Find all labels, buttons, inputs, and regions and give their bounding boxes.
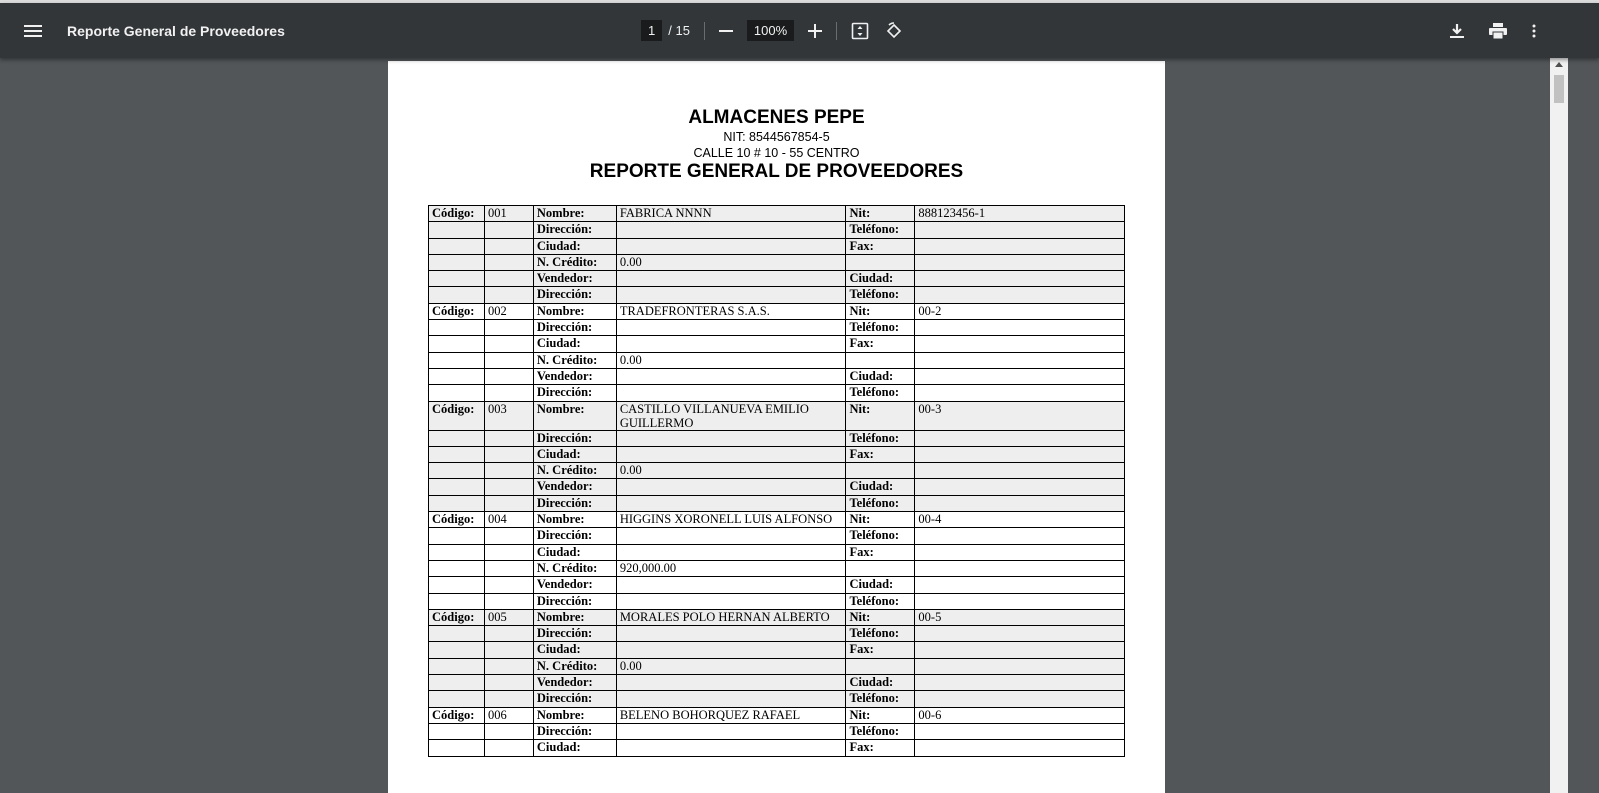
- supplier-row: [429, 303, 1125, 319]
- empty-cell: [484, 336, 533, 352]
- field-label: Nombre:: [533, 303, 616, 319]
- empty-cell: [616, 238, 846, 254]
- supplier-detail-row: [429, 463, 1125, 479]
- empty-cell: [429, 287, 485, 303]
- rotate-icon[interactable]: [885, 22, 903, 40]
- document-title: Reporte General de Proveedores: [67, 22, 285, 39]
- field-value: 002: [484, 303, 533, 319]
- empty-cell: [484, 368, 533, 384]
- supplier-detail-row: [429, 691, 1125, 707]
- field-value: 001: [484, 206, 533, 222]
- field-label: Dirección:: [533, 593, 616, 609]
- field-label: Teléfono:: [846, 385, 915, 401]
- field-label: Ciudad:: [533, 740, 616, 756]
- company-address: CALLE 10 # 10 - 55 CENTRO: [693, 146, 860, 160]
- field-label: Vendedor:: [533, 675, 616, 691]
- empty-cell: [484, 385, 533, 401]
- empty-cell: [915, 642, 1125, 658]
- supplier-detail-row: [429, 336, 1125, 352]
- empty-cell: [616, 446, 846, 462]
- supplier-detail-row: [429, 254, 1125, 270]
- field-label: Dirección:: [533, 287, 616, 303]
- empty-cell: [616, 320, 846, 336]
- empty-cell: [484, 254, 533, 270]
- empty-cell: [915, 287, 1125, 303]
- empty-cell: [429, 238, 485, 254]
- supplier-detail-row: [429, 528, 1125, 544]
- supplier-row: [429, 401, 1125, 430]
- empty-cell: [915, 352, 1125, 368]
- empty-cell: [429, 430, 485, 446]
- field-label: N. Crédito:: [533, 560, 616, 576]
- empty-cell: [429, 740, 485, 756]
- field-label: Fax:: [846, 446, 915, 462]
- field-label: Ciudad:: [533, 336, 616, 352]
- empty-cell: [616, 336, 846, 352]
- field-value: CASTILLO VILLANUEVA EMILIO GUILLERMO: [616, 401, 846, 430]
- supplier-detail-row: [429, 479, 1125, 495]
- field-label: Teléfono:: [846, 320, 915, 336]
- field-label: Teléfono:: [846, 626, 915, 642]
- field-label: Código:: [429, 609, 485, 625]
- print-icon[interactable]: [1489, 23, 1507, 39]
- field-label: Código:: [429, 707, 485, 723]
- field-label: Teléfono:: [846, 430, 915, 446]
- field-label: Teléfono:: [846, 287, 915, 303]
- empty-cell: [484, 430, 533, 446]
- field-label: Ciudad:: [846, 479, 915, 495]
- field-label: Ciudad:: [533, 446, 616, 462]
- field-value: 00-5: [915, 609, 1125, 625]
- supplier-detail-row: [429, 368, 1125, 384]
- empty-cell: [429, 271, 485, 287]
- field-label: Ciudad:: [846, 675, 915, 691]
- supplier-detail-row: [429, 740, 1125, 756]
- supplier-detail-row: [429, 593, 1125, 609]
- empty-cell: [484, 238, 533, 254]
- field-value: TRADEFRONTERAS S.A.S.: [616, 303, 846, 319]
- supplier-detail-row: [429, 658, 1125, 674]
- field-label: Nombre:: [533, 609, 616, 625]
- field-label: Dirección:: [533, 222, 616, 238]
- field-label: Fax:: [846, 740, 915, 756]
- empty-cell: [915, 528, 1125, 544]
- empty-cell: [484, 642, 533, 658]
- empty-cell: [429, 626, 485, 642]
- zoom-out-icon[interactable]: [719, 24, 733, 38]
- field-value: 00-2: [915, 303, 1125, 319]
- empty-cell: [915, 271, 1125, 287]
- supplier-detail-row: [429, 544, 1125, 560]
- field-value: MORALES POLO HERNAN ALBERTO: [616, 609, 846, 625]
- page-number-input[interactable]: 1: [641, 20, 662, 41]
- empty-cell: [484, 479, 533, 495]
- field-label: Dirección:: [533, 626, 616, 642]
- supplier-detail-row: [429, 446, 1125, 462]
- field-label: Ciudad:: [846, 577, 915, 593]
- empty-cell: [484, 658, 533, 674]
- empty-cell: [616, 723, 846, 739]
- empty-cell: [846, 463, 915, 479]
- supplier-detail-row: [429, 238, 1125, 254]
- empty-cell: [915, 495, 1125, 511]
- empty-cell: [915, 593, 1125, 609]
- empty-cell: [915, 336, 1125, 352]
- empty-cell: [429, 560, 485, 576]
- supplier-detail-row: [429, 675, 1125, 691]
- field-label: Nit:: [846, 707, 915, 723]
- empty-cell: [429, 368, 485, 384]
- empty-cell: [429, 479, 485, 495]
- field-label: N. Crédito:: [533, 658, 616, 674]
- field-label: Ciudad:: [533, 544, 616, 560]
- empty-cell: [616, 479, 846, 495]
- supplier-detail-row: [429, 626, 1125, 642]
- field-label: Código:: [429, 401, 485, 430]
- field-label: Nombre:: [533, 206, 616, 222]
- empty-cell: [616, 577, 846, 593]
- supplier-row: [429, 512, 1125, 528]
- empty-cell: [846, 560, 915, 576]
- field-label: Vendedor:: [533, 479, 616, 495]
- empty-cell: [616, 271, 846, 287]
- field-label: Código:: [429, 512, 485, 528]
- field-value: 888123456-1: [915, 206, 1125, 222]
- empty-cell: [484, 320, 533, 336]
- empty-cell: [429, 385, 485, 401]
- empty-cell: [484, 495, 533, 511]
- field-label: Dirección:: [533, 691, 616, 707]
- empty-cell: [484, 675, 533, 691]
- supplier-row: [429, 707, 1125, 723]
- field-value: 0.00: [616, 463, 846, 479]
- field-label: Fax:: [846, 238, 915, 254]
- empty-cell: [616, 626, 846, 642]
- empty-cell: [616, 675, 846, 691]
- field-label: Código:: [429, 303, 485, 319]
- empty-cell: [484, 577, 533, 593]
- field-label: Nit:: [846, 609, 915, 625]
- field-label: Dirección:: [533, 528, 616, 544]
- empty-cell: [484, 626, 533, 642]
- supplier-row: [429, 609, 1125, 625]
- field-label: Vendedor:: [533, 577, 616, 593]
- empty-cell: [484, 222, 533, 238]
- empty-cell: [915, 222, 1125, 238]
- document-viewer: [0, 58, 1550, 793]
- empty-cell: [915, 544, 1125, 560]
- field-value: 006: [484, 707, 533, 723]
- field-label: Nit:: [846, 206, 915, 222]
- supplier-detail-row: [429, 352, 1125, 368]
- empty-cell: [915, 320, 1125, 336]
- field-label: Ciudad:: [533, 238, 616, 254]
- field-value: 0.00: [616, 352, 846, 368]
- field-value: 0.00: [616, 658, 846, 674]
- zoom-level-input[interactable]: 100%: [747, 20, 794, 41]
- empty-cell: [429, 658, 485, 674]
- empty-cell: [484, 271, 533, 287]
- field-value: 920,000.00: [616, 560, 846, 576]
- supplier-detail-row: [429, 577, 1125, 593]
- field-label: Teléfono:: [846, 495, 915, 511]
- empty-cell: [429, 222, 485, 238]
- field-label: Código:: [429, 206, 485, 222]
- supplier-row: [429, 206, 1125, 222]
- zoom-in-icon[interactable]: [808, 24, 822, 38]
- field-label: Fax:: [846, 544, 915, 560]
- empty-cell: [429, 336, 485, 352]
- field-label: Dirección:: [533, 385, 616, 401]
- field-value: BELENO BOHORQUEZ RAFAEL: [616, 707, 846, 723]
- empty-cell: [429, 446, 485, 462]
- empty-cell: [915, 479, 1125, 495]
- supplier-detail-row: [429, 642, 1125, 658]
- company-nit: NIT: 8544567854-5: [723, 130, 830, 144]
- empty-cell: [429, 577, 485, 593]
- scrollbar-thumb[interactable]: [1554, 75, 1564, 103]
- empty-cell: [915, 238, 1125, 254]
- empty-cell: [915, 577, 1125, 593]
- field-label: N. Crédito:: [533, 463, 616, 479]
- supplier-detail-row: [429, 385, 1125, 401]
- supplier-detail-row: [429, 430, 1125, 446]
- empty-cell: [429, 320, 485, 336]
- field-label: N. Crédito:: [533, 352, 616, 368]
- field-label: Fax:: [846, 336, 915, 352]
- pdf-toolbar: [0, 3, 1599, 58]
- supplier-detail-row: [429, 560, 1125, 576]
- field-label: Dirección:: [533, 723, 616, 739]
- empty-cell: [915, 463, 1125, 479]
- scroll-up-icon[interactable]: [1555, 62, 1563, 67]
- field-label: Teléfono:: [846, 593, 915, 609]
- field-label: Teléfono:: [846, 528, 915, 544]
- empty-cell: [915, 723, 1125, 739]
- field-value: 00-6: [915, 707, 1125, 723]
- empty-cell: [429, 593, 485, 609]
- field-label: Dirección:: [533, 320, 616, 336]
- field-label: Nit:: [846, 303, 915, 319]
- field-label: Ciudad:: [846, 271, 915, 287]
- vertical-scrollbar[interactable]: [1550, 58, 1568, 793]
- empty-cell: [484, 691, 533, 707]
- field-value: 00-3: [915, 401, 1125, 430]
- empty-cell: [915, 446, 1125, 462]
- empty-cell: [429, 723, 485, 739]
- field-label: Vendedor:: [533, 271, 616, 287]
- empty-cell: [616, 495, 846, 511]
- pdf-page: [388, 61, 1165, 793]
- field-value: 003: [484, 401, 533, 430]
- field-label: N. Crédito:: [533, 254, 616, 270]
- field-value: FABRICA NNNN: [616, 206, 846, 222]
- empty-cell: [429, 254, 485, 270]
- empty-cell: [484, 352, 533, 368]
- field-label: Dirección:: [533, 495, 616, 511]
- suppliers-table: [428, 205, 1125, 757]
- empty-cell: [484, 593, 533, 609]
- empty-cell: [484, 740, 533, 756]
- empty-cell: [616, 528, 846, 544]
- empty-cell: [616, 740, 846, 756]
- download-icon[interactable]: [1450, 23, 1464, 39]
- empty-cell: [429, 495, 485, 511]
- fit-page-icon[interactable]: [851, 22, 869, 40]
- supplier-detail-row: [429, 287, 1125, 303]
- empty-cell: [429, 528, 485, 544]
- field-label: Fax:: [846, 642, 915, 658]
- supplier-detail-row: [429, 495, 1125, 511]
- empty-cell: [616, 430, 846, 446]
- empty-cell: [915, 675, 1125, 691]
- field-label: Nombre:: [533, 707, 616, 723]
- field-label: Teléfono:: [846, 723, 915, 739]
- empty-cell: [915, 691, 1125, 707]
- empty-cell: [915, 368, 1125, 384]
- empty-cell: [846, 658, 915, 674]
- empty-cell: [616, 691, 846, 707]
- empty-cell: [484, 544, 533, 560]
- empty-cell: [915, 560, 1125, 576]
- empty-cell: [484, 446, 533, 462]
- total-pages: / 15: [668, 23, 690, 38]
- empty-cell: [429, 642, 485, 658]
- field-value: 005: [484, 609, 533, 625]
- field-value: 00-4: [915, 512, 1125, 528]
- menu-icon[interactable]: [24, 24, 42, 38]
- empty-cell: [846, 352, 915, 368]
- field-label: Nombre:: [533, 512, 616, 528]
- empty-cell: [616, 222, 846, 238]
- field-label: Ciudad:: [533, 642, 616, 658]
- empty-cell: [484, 528, 533, 544]
- field-value: 0.00: [616, 254, 846, 270]
- empty-cell: [846, 254, 915, 270]
- empty-cell: [429, 544, 485, 560]
- empty-cell: [915, 385, 1125, 401]
- empty-cell: [915, 740, 1125, 756]
- field-value: HIGGINS XORONELL LUIS ALFONSO: [616, 512, 846, 528]
- divider: [836, 22, 837, 40]
- field-value: 004: [484, 512, 533, 528]
- empty-cell: [616, 642, 846, 658]
- supplier-detail-row: [429, 320, 1125, 336]
- empty-cell: [429, 675, 485, 691]
- report-title: REPORTE GENERAL DE PROVEEDORES: [589, 161, 964, 182]
- field-label: Teléfono:: [846, 222, 915, 238]
- supplier-detail-row: [429, 723, 1125, 739]
- empty-cell: [484, 560, 533, 576]
- empty-cell: [915, 254, 1125, 270]
- empty-cell: [429, 463, 485, 479]
- field-label: Dirección:: [533, 430, 616, 446]
- supplier-detail-row: [429, 222, 1125, 238]
- field-label: Nombre:: [533, 401, 616, 430]
- divider: [704, 22, 705, 40]
- empty-cell: [429, 691, 485, 707]
- more-options-icon[interactable]: [1532, 24, 1536, 38]
- empty-cell: [915, 626, 1125, 642]
- empty-cell: [616, 593, 846, 609]
- supplier-detail-row: [429, 271, 1125, 287]
- field-label: Nit:: [846, 512, 915, 528]
- empty-cell: [484, 287, 533, 303]
- empty-cell: [429, 352, 485, 368]
- field-label: Ciudad:: [846, 368, 915, 384]
- empty-cell: [616, 385, 846, 401]
- empty-cell: [616, 368, 846, 384]
- empty-cell: [915, 658, 1125, 674]
- field-label: Nit:: [846, 401, 915, 430]
- empty-cell: [616, 544, 846, 560]
- company-name: ALMACENES PEPE: [688, 107, 865, 128]
- empty-cell: [616, 287, 846, 303]
- field-label: Vendedor:: [533, 368, 616, 384]
- field-label: Teléfono:: [846, 691, 915, 707]
- empty-cell: [484, 463, 533, 479]
- empty-cell: [484, 723, 533, 739]
- empty-cell: [915, 430, 1125, 446]
